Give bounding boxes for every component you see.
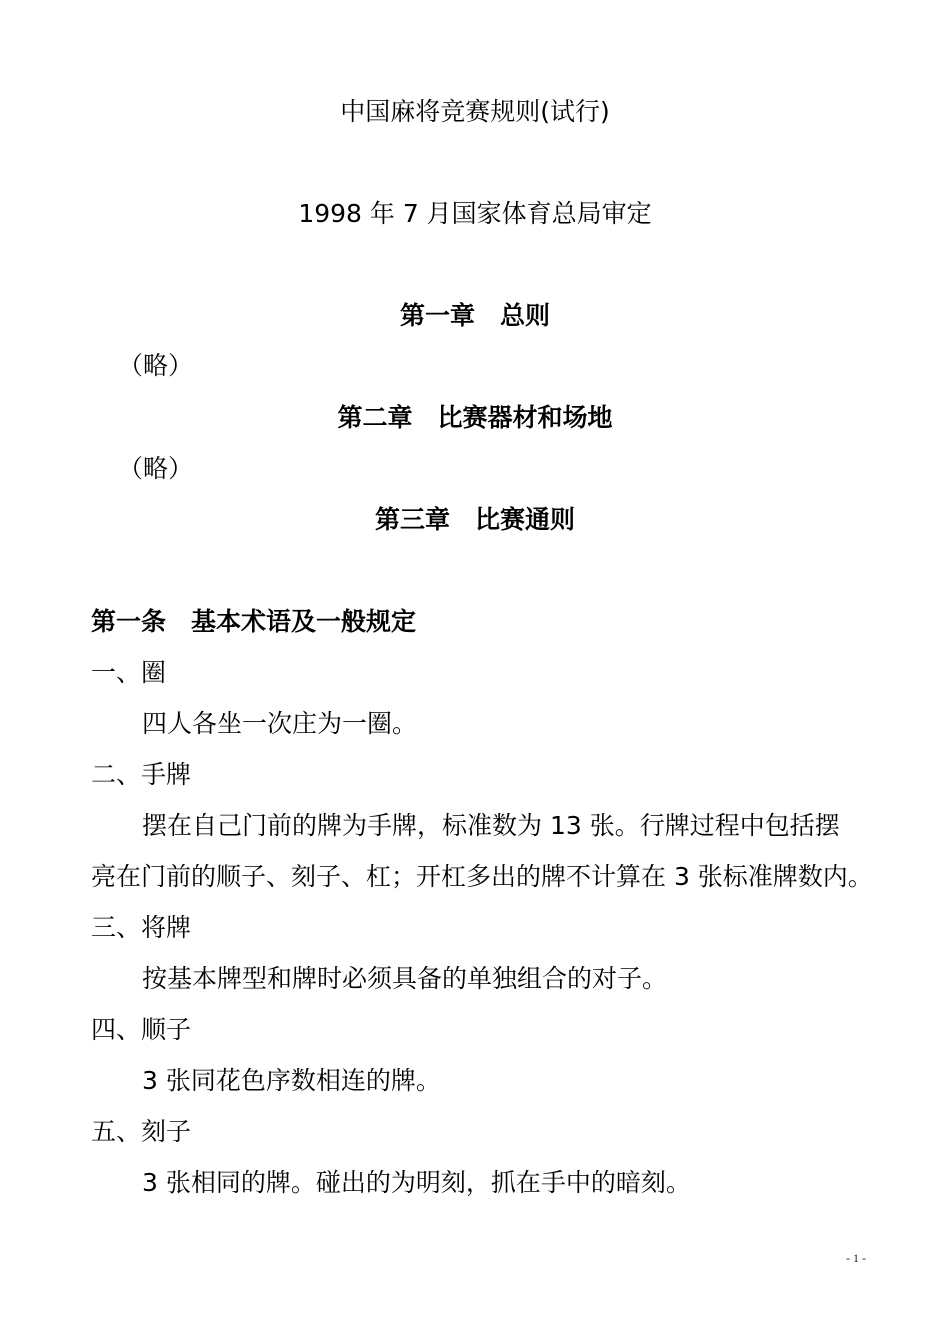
term-definition: 3 张同花色序数相连的牌。 <box>142 1066 441 1095</box>
term-definition: 摆在自己门前的牌为手牌，标准数为 13 张。行牌过程中包括摆 <box>142 811 840 840</box>
chapter-3-heading: 第三章 比赛通则 <box>374 505 575 534</box>
chapter-1-note: （略） <box>118 351 194 380</box>
term-definition: 四人各坐一次庄为一圈。 <box>142 709 418 738</box>
document-subtitle: 1998 年 7 月国家体育总局审定 <box>298 199 652 228</box>
term-label: 三、将牌 <box>91 913 192 942</box>
term-label: 二、手牌 <box>91 760 192 789</box>
term-definition: 亮在门前的顺子、刻子、杠；开杠多出的牌不计算在 3 张标准牌数内。 <box>91 862 873 891</box>
chapter-2-note: （略） <box>118 454 194 483</box>
article-1-heading: 第一条 基本术语及一般规定 <box>91 607 417 636</box>
document-title: 中国麻将竞赛规则(试行) <box>340 97 610 126</box>
chapter-1-heading: 第一章 总则 <box>399 301 550 330</box>
chapter-2-heading: 第二章 比赛器材和场地 <box>337 403 613 432</box>
term-definition: 按基本牌型和牌时必须具备的单独组合的对子。 <box>142 964 668 993</box>
term-definition: 3 张相同的牌。碰出的为明刻，抓在手中的暗刻。 <box>142 1168 691 1197</box>
term-label: 五、刻子 <box>91 1117 192 1146</box>
term-label: 一、圈 <box>91 658 167 687</box>
page-number: - 1 - <box>846 1251 866 1265</box>
term-label: 四、顺子 <box>91 1015 192 1044</box>
